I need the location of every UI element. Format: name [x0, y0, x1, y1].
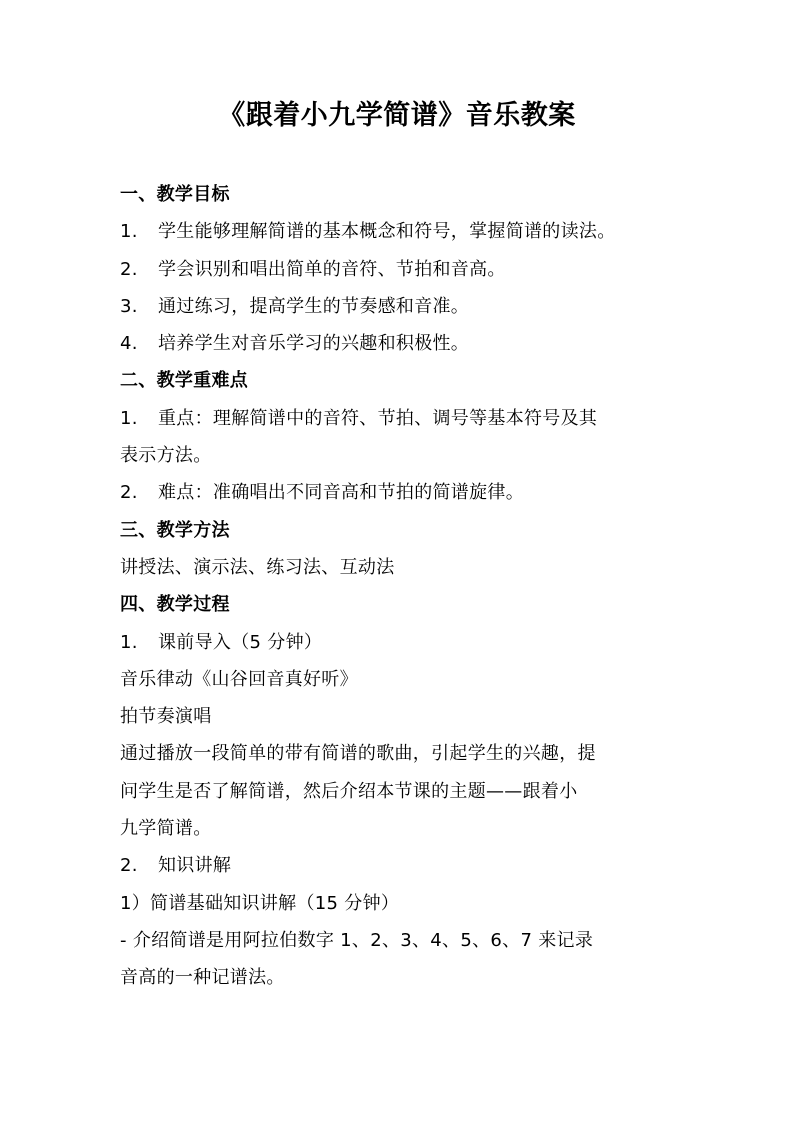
section-heading-key-points: 二、教学重难点 [120, 370, 249, 392]
song-activity: 音乐律动《山谷回音真好听》 [120, 668, 358, 690]
section-heading-methods: 三、教学方法 [120, 519, 230, 541]
list-number: 1. [120, 631, 138, 653]
methods-text: 讲授法、演示法、练习法、互动法 [120, 556, 395, 578]
list-number: 4. [120, 333, 138, 355]
list-item [120, 251, 700, 288]
list-item-text: 知识讲解 [158, 855, 232, 877]
list-item [120, 624, 700, 661]
list-item [120, 847, 700, 884]
list-item [120, 213, 700, 250]
document-body [120, 176, 700, 997]
list-number: 3. [120, 295, 138, 317]
bullet-line: 音高的一种记谱法。 [120, 967, 285, 989]
list-item-continuation: 表示方法。 [120, 445, 212, 467]
section-heading-process: 四、教学过程 [120, 594, 230, 616]
list-item-text: 通过练习，提高学生的节奏感和音准。 [158, 295, 470, 317]
section-heading-objectives: 一、教学目标 [120, 184, 230, 205]
list-number: 2. [120, 482, 138, 504]
list-item [120, 288, 700, 325]
paragraph-line: 九学简谱。 [120, 818, 212, 840]
paragraph-line: 问学生是否了解简谱，然后介绍本节课的主题——跟着小 [120, 780, 578, 802]
list-item-text: 培养学生对音乐学习的兴趣和积极性。 [158, 333, 470, 355]
list-number: 2. [120, 258, 138, 280]
list-item-text: 重点：理解简谱中的音符、节拍、调号等基本符号及其 [158, 407, 598, 429]
list-number: 1. [120, 221, 138, 243]
sub-heading: 1）简谱基础知识讲解（15 分钟） [120, 892, 400, 914]
list-item-text: 课前导入（5 分钟） [158, 631, 323, 653]
list-number: 2. [120, 855, 138, 877]
list-item [120, 400, 700, 437]
bullet-line: - 介绍简谱是用阿拉伯数字 1、2、3、4、5、6、7 来记录 [120, 929, 594, 951]
list-number: 1. [120, 407, 138, 429]
list-item [120, 474, 700, 511]
list-item-text: 难点：准确唱出不同音高和节拍的简谱旋律。 [158, 482, 524, 504]
list-item [120, 325, 700, 362]
page-title: 《跟着小九学简谱》音乐教案 [218, 100, 576, 131]
rhythm-activity: 拍节奏演唱 [120, 706, 212, 728]
list-item-text: 学生能够理解简谱的基本概念和符号，掌握简谱的读法。 [158, 221, 616, 243]
paragraph-line: 通过播放一段简单的带有简谱的歌曲，引起学生的兴趣，提 [120, 743, 596, 765]
list-item-text: 学会识别和唱出简单的音符、节拍和音高。 [158, 258, 506, 280]
